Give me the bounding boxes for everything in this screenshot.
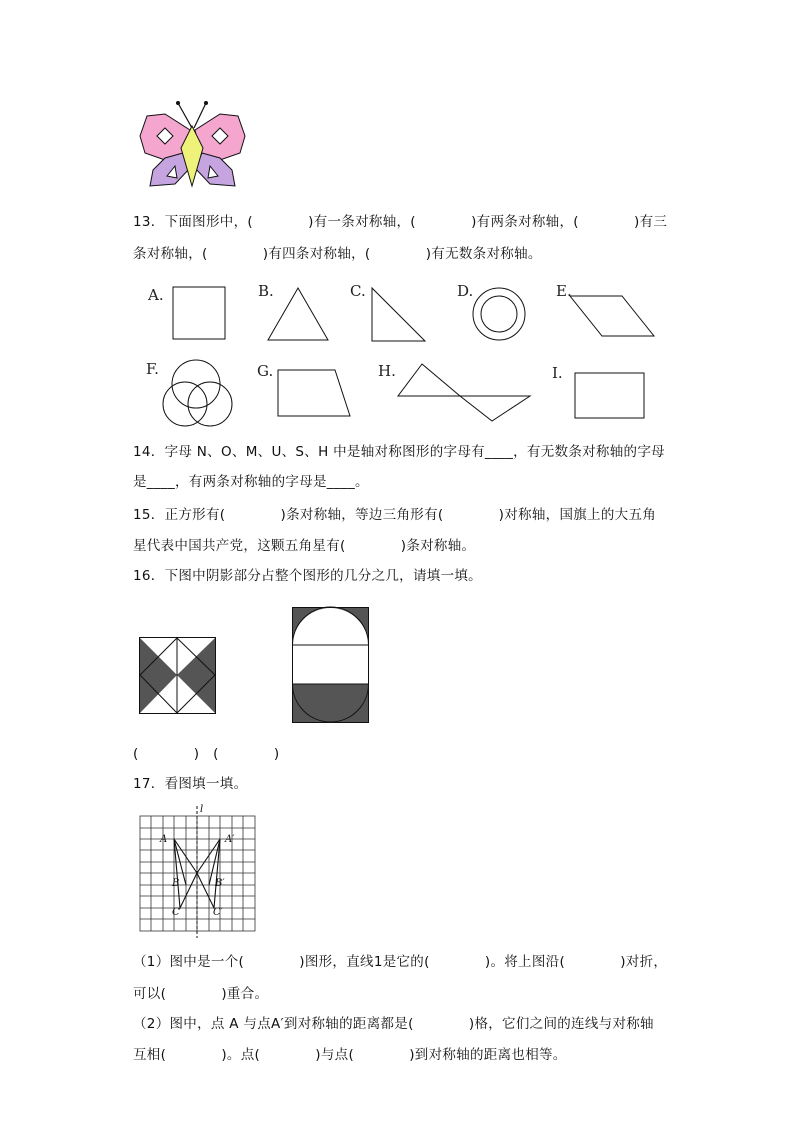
label-b: B. <box>258 282 274 300</box>
label-h: H. <box>378 362 396 380</box>
trapezoid-g <box>278 370 350 416</box>
q17-title: 17．看图填一填。 <box>133 776 248 792</box>
square-a <box>173 287 225 339</box>
q14-line-1: 14．字母 N、O、M、U、S、H 中是轴对称图形的字母有____，有无数条对称轴的字母 <box>133 444 665 460</box>
label-e: E. <box>556 282 572 300</box>
label-g: G. <box>257 362 274 380</box>
q17-p1-line-1: （1）图中是一个( )图形，直线1是它的( )。将上图沿( )对折， <box>133 954 668 970</box>
q17-p2-line-1: （2）图中，点 A 与点A′到对称轴的距离都是( )格，它们之间的连线与对称轴 <box>133 1016 654 1032</box>
parallelogram-e <box>570 296 654 336</box>
label-f: F. <box>146 360 159 378</box>
shape-h-right <box>460 396 530 421</box>
right-triangle-c <box>372 288 425 341</box>
q17-p1-line-2: 可以( )重合。 <box>133 986 269 1002</box>
q16-answers: ( ) ( ) <box>133 746 280 762</box>
label-c: C <box>172 907 180 918</box>
ring-d-inner <box>481 296 517 332</box>
q13-shapes <box>140 280 670 425</box>
q16-figure-2 <box>292 607 369 723</box>
label-b: B <box>172 878 180 889</box>
label-c: C. <box>350 282 366 300</box>
q17-p2-line-2: 互相( )。点( )与点( )到对称轴的距离也相等。 <box>133 1047 567 1063</box>
q14-line-2: 是____，有两条对称轴的字母是____。 <box>133 474 369 490</box>
shape-h-left <box>398 364 460 396</box>
q15-line-1: 15．正方形有( )条对称轴，等边三角形有( )对称轴，国旗上的大五角 <box>133 507 657 523</box>
label-a-prime: A′ <box>225 834 235 845</box>
circle-f-top <box>172 360 220 408</box>
butterfly-figure <box>135 98 250 190</box>
q13-line-2: 条对称轴，( )有四条对称轴，( )有无数条对称轴。 <box>133 246 542 262</box>
circle-f-left <box>163 382 207 426</box>
q17-grid <box>135 802 260 938</box>
rectangle-i <box>575 373 644 418</box>
q15-line-2: 星代表中国共产党，这颗五角星有( )条对称轴。 <box>133 538 476 554</box>
label-d: D. <box>457 282 474 300</box>
label-c-prime: C′ <box>213 907 223 918</box>
label-i: I. <box>552 364 563 382</box>
q16-line-1: 16．下图中阴影部分占整个图形的几分之几，请填一填。 <box>133 568 482 584</box>
triangle-b <box>268 288 328 340</box>
label-a: A. <box>148 286 164 304</box>
label-b-prime: B′ <box>215 878 225 889</box>
q13-line-1: 13．下面图形中，( )有一条对称轴，( )有两条对称轴，( )有三 <box>133 214 668 230</box>
q16-figure-1 <box>139 637 216 714</box>
label-a: A <box>160 834 168 845</box>
label-l: l <box>200 804 204 815</box>
